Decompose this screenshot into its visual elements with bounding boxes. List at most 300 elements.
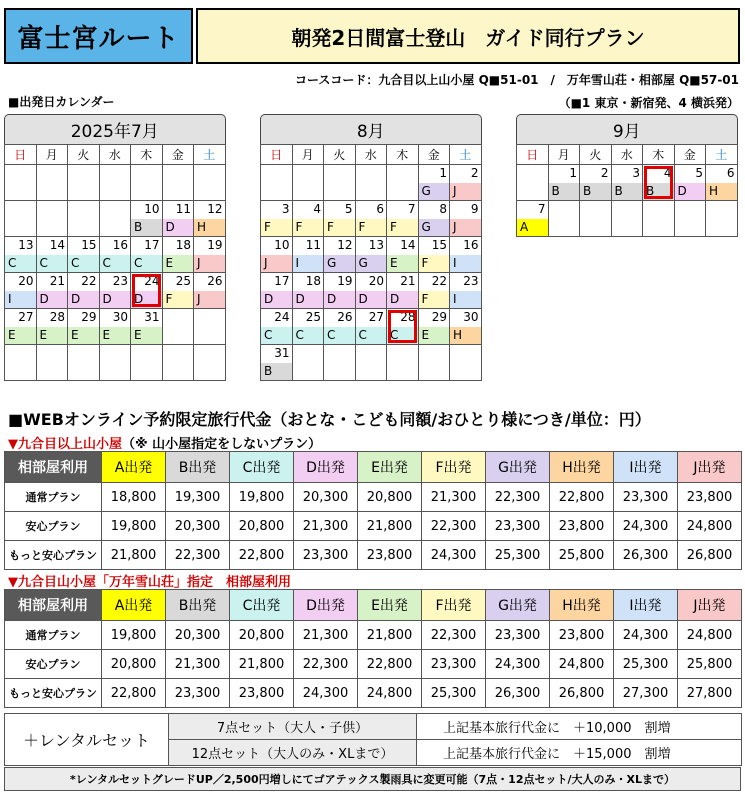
calendar-september: [516, 114, 738, 237]
calendar-empty-cell: [324, 345, 356, 381]
day-number: 19: [207, 238, 223, 252]
departure-grade: F: [324, 219, 355, 236]
calendar-day[interactable]: [36, 273, 68, 309]
heading-sub: （※ 山小屋指定をしないプラン）: [122, 437, 322, 452]
calendar-empty-cell: [5, 345, 37, 381]
calendar-empty-cell: [131, 345, 163, 381]
price-cell: 23,800: [550, 512, 614, 541]
month-title: 9月: [516, 114, 738, 144]
weekday-header: 日: [5, 145, 37, 165]
weekday-header: 月: [292, 145, 324, 165]
price-cell: 22,300: [486, 483, 550, 512]
price-cell: 23,300: [166, 679, 230, 708]
day-number: 29: [431, 310, 447, 324]
day-number: 24: [144, 274, 160, 288]
departure-column-header: B出発: [166, 590, 230, 621]
departure-grade: I: [293, 255, 324, 272]
price-cell: 20,800: [230, 621, 294, 650]
day-number: 23: [112, 274, 128, 288]
calendar-day[interactable]: [387, 309, 419, 345]
calendar-day[interactable]: [324, 309, 356, 345]
day-number: 18: [175, 238, 191, 252]
day-number: 19: [337, 274, 353, 288]
calendar-empty-cell: [68, 165, 100, 201]
price-cell: 21,800: [230, 650, 294, 679]
day-number: 31: [144, 310, 160, 324]
calendar-day[interactable]: [548, 165, 580, 201]
price-table-hut: [4, 451, 742, 570]
calendar-empty-cell: [162, 165, 194, 201]
course-code: コースコード：九合目以上山小屋 Q■51-01 / 万年雪山荘・相部屋 Q■57-01: [295, 73, 739, 87]
departure-grade: J: [194, 291, 225, 308]
price-cell: 24,300: [614, 621, 678, 650]
weekday-header: 水: [99, 145, 131, 165]
plan-row-label: 安心プラン: [5, 650, 102, 679]
day-number: 6: [376, 202, 384, 216]
calendar-empty-cell: [99, 165, 131, 201]
calendar-day[interactable]: [162, 273, 194, 309]
weekday-header: 月: [36, 145, 68, 165]
price-cell: 22,800: [358, 650, 422, 679]
weekday-header: 日: [261, 145, 293, 165]
price-cell: 25,300: [486, 541, 550, 570]
plan-row-label: もっと安心プラン: [5, 541, 102, 570]
departure-grade: D: [261, 291, 292, 308]
price-cell: 22,300: [422, 512, 486, 541]
departure-grade: E: [68, 327, 99, 344]
heading-main: ▼九合目山小屋「万年雪山荘」指定 相部屋利用: [8, 575, 291, 590]
price-cell: 18,800: [102, 483, 166, 512]
price-cell: 25,300: [614, 650, 678, 679]
day-number: 25: [175, 274, 191, 288]
calendar-empty-cell: [261, 165, 293, 201]
calendar-empty-cell: [36, 165, 68, 201]
departure-grade: C: [100, 255, 131, 272]
calendar-empty-cell: [5, 165, 37, 201]
price-cell: 23,300: [614, 483, 678, 512]
calendar-empty-cell: [5, 201, 37, 237]
calendar-day[interactable]: [355, 201, 387, 237]
calendar-empty-cell: [292, 345, 324, 381]
price-cell: 23,800: [550, 621, 614, 650]
price-cell: 22,300: [166, 541, 230, 570]
departure-column-header: F出発: [422, 452, 486, 483]
departure-column-header: D出発: [294, 452, 358, 483]
departure-grade: G: [356, 255, 387, 272]
month-title: 2025年7月: [4, 114, 226, 144]
calendar-day[interactable]: [194, 273, 226, 309]
calendar-day[interactable]: [194, 201, 226, 237]
calendar-day[interactable]: [387, 273, 419, 309]
departure-column-header: H出発: [550, 590, 614, 621]
weekday-header: 土: [706, 145, 738, 165]
calendar-day[interactable]: [387, 201, 419, 237]
price-cell: 20,300: [166, 621, 230, 650]
departure-column-header: C出発: [230, 590, 294, 621]
calendar-day[interactable]: [450, 273, 482, 309]
route-title: 富士宮ルート: [4, 8, 193, 64]
day-number: 14: [49, 238, 65, 252]
calendar-empty-cell: [194, 309, 226, 345]
price-cell: 21,800: [102, 541, 166, 570]
calendar-grid: [4, 144, 226, 381]
calendar-day[interactable]: [194, 237, 226, 273]
calendar-day[interactable]: [68, 237, 100, 273]
calendar-day[interactable]: [162, 237, 194, 273]
departure-grade: B: [612, 183, 643, 200]
departure-grade: F: [419, 255, 450, 272]
calendar-day[interactable]: [36, 309, 68, 345]
calendar-empty-cell: [36, 345, 68, 381]
departure-grade: C: [5, 255, 36, 272]
plan-row-label: 安心プラン: [5, 512, 102, 541]
day-number: 20: [18, 274, 34, 288]
day-number: 1: [569, 166, 577, 180]
price-cell: 24,800: [358, 679, 422, 708]
day-number: 4: [663, 166, 672, 180]
calendar-day[interactable]: [418, 165, 450, 201]
departure-grade: E: [387, 255, 418, 272]
day-number: 4: [313, 202, 321, 216]
departure-grade: F: [356, 219, 387, 236]
calendar-day[interactable]: [261, 309, 293, 345]
departure-column-header: G出発: [486, 452, 550, 483]
departure-grade: E: [131, 327, 162, 344]
departure-column-header: G出発: [486, 590, 550, 621]
day-number: 10: [274, 238, 290, 252]
calendar-day[interactable]: [99, 273, 131, 309]
day-number: 2: [600, 166, 609, 180]
departure-grade: E: [163, 255, 194, 272]
price-cell: 19,800: [230, 483, 294, 512]
departure-grade: D: [163, 219, 194, 236]
plan-row-label: 通常プラン: [5, 483, 102, 512]
departure-grade: I: [450, 255, 481, 272]
day-number: 28: [400, 310, 416, 324]
calendar-day[interactable]: [5, 273, 37, 309]
price-table-heading: [8, 571, 291, 590]
departure-grade: D: [324, 291, 355, 308]
day-number: 26: [337, 310, 353, 324]
day-number: 6: [726, 166, 735, 180]
departure-grade: A: [517, 219, 548, 236]
departure-grade: D: [675, 183, 706, 200]
day-number: 16: [112, 238, 128, 252]
calendar-day[interactable]: [418, 237, 450, 273]
calendar-empty-cell: [324, 165, 356, 201]
calendar-day[interactable]: [418, 309, 450, 345]
price-cell: 23,300: [486, 621, 550, 650]
calendar-empty-cell: [418, 345, 450, 381]
day-number: 21: [400, 274, 416, 288]
calendar-day[interactable]: [261, 201, 293, 237]
price-cell: 27,800: [678, 679, 742, 708]
day-number: 12: [207, 202, 223, 216]
weekday-header: 火: [68, 145, 100, 165]
weekday-header: 火: [580, 145, 612, 165]
departure-grade: D: [131, 291, 162, 308]
calendar-empty-cell: [131, 165, 163, 201]
departure-grade: J: [450, 183, 481, 200]
rental-option-price: 上記基本旅行代金に ＋15,000 割増: [417, 740, 742, 766]
price-cell: 20,800: [230, 512, 294, 541]
rental-option-name: 12点セット（大人のみ・XLまで）: [169, 740, 417, 766]
weekday-header: 木: [131, 145, 163, 165]
departure-grade: C: [261, 327, 292, 344]
day-number: 11: [305, 238, 321, 252]
calendar-day[interactable]: [450, 309, 482, 345]
day-number: 27: [368, 310, 384, 324]
calendar-day[interactable]: [387, 237, 419, 273]
departure-column-header: I出発: [614, 590, 678, 621]
day-number: 5: [695, 166, 703, 180]
price-cell: 20,300: [294, 483, 358, 512]
price-cell: 26,300: [486, 679, 550, 708]
price-cell: 24,800: [550, 650, 614, 679]
calendar-day[interactable]: [68, 309, 100, 345]
day-number: 20: [368, 274, 384, 288]
calendar-day[interactable]: [99, 237, 131, 273]
calendar-grid: [260, 144, 482, 381]
calendar-day[interactable]: [580, 165, 612, 201]
price-cell: 24,300: [422, 541, 486, 570]
price-cell: 23,800: [678, 483, 742, 512]
calendar-empty-cell: [674, 201, 706, 237]
departure-grade: B: [261, 363, 292, 380]
departure-grade: D: [293, 291, 324, 308]
calendar-day[interactable]: [68, 273, 100, 309]
calendar-day[interactable]: [611, 165, 643, 201]
day-number: 17: [144, 238, 160, 252]
day-number: 16: [463, 238, 479, 252]
departure-grade: B: [580, 183, 611, 200]
calendar-day[interactable]: [131, 201, 163, 237]
calendar-empty-cell: [99, 201, 131, 237]
departure-grade: H: [194, 219, 225, 236]
calendar-day[interactable]: [674, 165, 706, 201]
calendar-day[interactable]: [292, 201, 324, 237]
departure-grade: B: [549, 183, 580, 200]
calendar-day[interactable]: [162, 201, 194, 237]
calendar-empty-cell: [68, 201, 100, 237]
price-cell: 25,300: [422, 679, 486, 708]
day-number: 11: [175, 202, 191, 216]
day-number: 18: [305, 274, 321, 288]
departure-grade: H: [706, 183, 737, 200]
price-cell: 19,800: [102, 512, 166, 541]
calendar-day[interactable]: [5, 237, 37, 273]
calendar-day[interactable]: [706, 165, 738, 201]
price-cell: 24,300: [614, 512, 678, 541]
calendar-empty-cell: [68, 345, 100, 381]
calendar-day[interactable]: [418, 273, 450, 309]
weekday-header: 金: [674, 145, 706, 165]
departure-grade: C: [131, 255, 162, 272]
departure-column-header: J出発: [678, 590, 742, 621]
calendar-empty-cell: [36, 201, 68, 237]
departure-column-header: H出発: [550, 452, 614, 483]
corner-header: 相部屋利用: [5, 590, 102, 621]
calendar-empty-cell: [580, 201, 612, 237]
price-cell: 23,800: [230, 679, 294, 708]
day-number: 3: [281, 202, 290, 216]
departure-column-header: C出発: [230, 452, 294, 483]
calendar-note: （■1 東京・新宿発、4 横浜発）: [558, 96, 739, 110]
price-cell: 23,300: [294, 541, 358, 570]
price-cell: 24,300: [294, 679, 358, 708]
calendar-day[interactable]: [355, 237, 387, 273]
day-number: 30: [463, 310, 479, 324]
price-cell: 22,800: [550, 483, 614, 512]
day-number: 31: [274, 346, 290, 360]
departure-grade: F: [387, 219, 418, 236]
day-number: 24: [274, 310, 290, 324]
corner-header: 相部屋利用: [5, 452, 102, 483]
price-cell: 20,800: [358, 483, 422, 512]
calendar-empty-cell: [162, 345, 194, 381]
price-cell: 26,800: [678, 541, 742, 570]
calendar-day[interactable]: [355, 309, 387, 345]
departure-grade: I: [5, 291, 36, 308]
calendar-day[interactable]: [99, 309, 131, 345]
weekday-header: 土: [194, 145, 226, 165]
calendar-empty-cell: [387, 165, 419, 201]
price-cell: 20,300: [166, 512, 230, 541]
day-number: 21: [49, 274, 65, 288]
calendar-day[interactable]: [450, 237, 482, 273]
calendar-heading: ■出発日カレンダー: [8, 95, 115, 109]
day-number: 10: [144, 202, 160, 216]
departure-grade: F: [261, 219, 292, 236]
day-number: 12: [337, 238, 353, 252]
price-cell: 20,800: [102, 650, 166, 679]
departure-grade: C: [356, 327, 387, 344]
calendar-day[interactable]: [5, 309, 37, 345]
day-number: 22: [431, 274, 447, 288]
calendar-empty-cell: [99, 345, 131, 381]
day-number: 26: [207, 274, 223, 288]
calendar-day[interactable]: [355, 273, 387, 309]
calendar-day[interactable]: [131, 273, 163, 309]
price-cell: 25,800: [678, 650, 742, 679]
departure-grade: D: [387, 291, 418, 308]
departure-column-header: D出発: [294, 590, 358, 621]
calendar-day[interactable]: [131, 237, 163, 273]
departure-grade: F: [293, 219, 324, 236]
calendar-day[interactable]: [324, 273, 356, 309]
calendar-day[interactable]: [292, 273, 324, 309]
rental-table: [4, 713, 742, 766]
price-cell: 23,800: [358, 541, 422, 570]
day-number: 7: [407, 202, 416, 216]
departure-column-header: J出発: [678, 452, 742, 483]
plan-row-label: 通常プラン: [5, 621, 102, 650]
calendar-day[interactable]: [517, 201, 549, 237]
day-number: 8: [439, 202, 447, 216]
weekday-header: 月: [548, 145, 580, 165]
calendar-day[interactable]: [292, 237, 324, 273]
day-number: 1: [439, 166, 447, 180]
price-cell: 23,300: [422, 650, 486, 679]
departure-grade: C: [37, 255, 68, 272]
calendar-empty-cell: [706, 201, 738, 237]
price-cell: 24,300: [486, 650, 550, 679]
calendar-day[interactable]: [292, 309, 324, 345]
weekday-header: 日: [517, 145, 549, 165]
calendar-day[interactable]: [261, 237, 293, 273]
weekday-header: 木: [643, 145, 675, 165]
day-number: 30: [112, 310, 128, 324]
departure-grade: J: [261, 255, 292, 272]
departure-grade: D: [100, 291, 131, 308]
departure-grade: C: [293, 327, 324, 344]
rental-option-price: 上記基本旅行代金に ＋10,000 割増: [417, 714, 742, 740]
price-cell: 27,300: [614, 679, 678, 708]
price-section-heading: ■WEBオンライン予約限定旅行代金（おとな・こども同額/おひとり様につき/単位：円）: [8, 410, 651, 429]
departure-grade: G: [324, 255, 355, 272]
calendar-day[interactable]: [261, 345, 293, 381]
weekday-header: 水: [355, 145, 387, 165]
calendar-empty-cell: [548, 201, 580, 237]
calendar-empty-cell: [517, 165, 549, 201]
calendar-day[interactable]: [450, 201, 482, 237]
departure-grade: E: [100, 327, 131, 344]
price-cell: 24,800: [678, 621, 742, 650]
heading-main: ▼九合目以上山小屋: [8, 437, 122, 452]
calendar-day[interactable]: [324, 201, 356, 237]
departure-column-header: B出発: [166, 452, 230, 483]
plan-title: 朝発2日間富士登山 ガイド同行プラン: [196, 8, 740, 64]
calendar-day[interactable]: [418, 201, 450, 237]
price-cell: 19,800: [102, 621, 166, 650]
calendar-day[interactable]: [450, 165, 482, 201]
departure-grade: D: [68, 291, 99, 308]
departure-grade: F: [163, 291, 194, 308]
departure-grade: C: [324, 327, 355, 344]
calendar-august: [260, 114, 482, 381]
departure-column-header: A出発: [102, 590, 166, 621]
price-table-mannenyuki: [4, 589, 742, 708]
plan-row-label: もっと安心プラン: [5, 679, 102, 708]
departure-grade: B: [643, 183, 674, 200]
departure-grade: I: [450, 291, 481, 308]
weekday-header: 金: [162, 145, 194, 165]
price-cell: 22,300: [422, 621, 486, 650]
weekday-header: 土: [450, 145, 482, 165]
day-number: 7: [537, 202, 546, 216]
weekday-header: 木: [387, 145, 419, 165]
departure-grade: J: [450, 219, 481, 236]
day-number: 9: [470, 202, 479, 216]
departure-grade: E: [5, 327, 36, 344]
calendar-empty-cell: [194, 165, 226, 201]
calendar-day[interactable]: [261, 273, 293, 309]
departure-grade: C: [68, 255, 99, 272]
calendar-empty-cell: [292, 165, 324, 201]
calendar-empty-cell: [355, 345, 387, 381]
price-cell: 26,300: [614, 541, 678, 570]
calendar-empty-cell: [355, 165, 387, 201]
calendar-day[interactable]: [36, 237, 68, 273]
departure-column-header: F出発: [422, 590, 486, 621]
departure-grade: C: [387, 327, 418, 344]
price-cell: 21,300: [166, 650, 230, 679]
calendar-day[interactable]: [131, 309, 163, 345]
calendar-day[interactable]: [643, 165, 675, 201]
day-number: 5: [344, 202, 353, 216]
calendar-day[interactable]: [324, 237, 356, 273]
rental-note: *レンタルセットグレードUP／2,500円増しにてゴアテックス製雨具に変更可能（7点・12点セット/大人のみ・XLまで）: [4, 767, 741, 791]
